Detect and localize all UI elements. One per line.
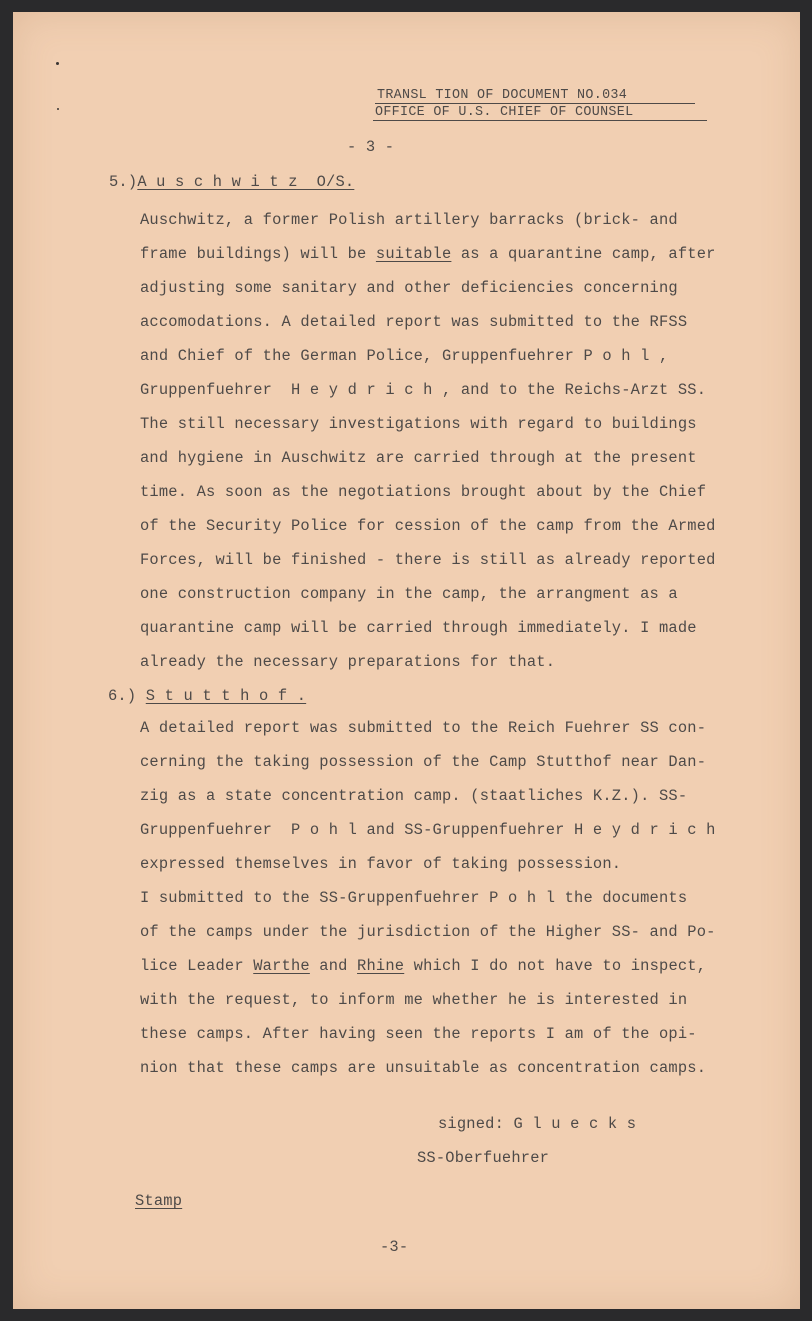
section-heading-stutthof bbox=[108, 687, 306, 705]
paragraph-line: cerning the taking possession of the Camp Stutthof near Dan- bbox=[140, 753, 707, 771]
paragraph-line: adjusting some sanitary and other deficiencies concerning bbox=[140, 279, 678, 297]
paragraph-line: lice Leader Warthe and Rhine which I do not have to inspect, bbox=[140, 957, 707, 975]
paragraph-line: of the Security Police for cession of the camp from the Armed bbox=[140, 517, 716, 535]
paragraph-line: Gruppenfuehrer P o h l and SS-Gruppenfuehrer H e y d r i c h bbox=[140, 821, 716, 839]
paragraph-line: and Chief of the German Police, Gruppenfuehrer P o h l , bbox=[140, 347, 669, 365]
paragraph-line: with the request, to inform me whether he is interested in bbox=[140, 991, 688, 1009]
stamp-label: Stamp bbox=[135, 1192, 183, 1210]
paragraph-line: Forces, will be finished - there is still as already reported bbox=[140, 551, 716, 569]
paragraph-line: zig as a state concentration camp. (staatliches K.Z.). SS- bbox=[140, 787, 688, 805]
paragraph-line: Auschwitz, a former Polish artillery barracks (brick- and bbox=[140, 211, 678, 229]
punch-hole-mark bbox=[57, 108, 59, 110]
signature-rank: SS-Oberfuehrer bbox=[417, 1149, 550, 1167]
header-office: OFFICE OF U.S. CHIEF OF COUNSEL bbox=[375, 105, 634, 120]
paragraph-line: Gruppenfuehrer H e y d r i c h , and to the Reichs-Arzt SS. bbox=[140, 381, 707, 399]
paragraph-line: time. As soon as the negotiations brought about by the Chief bbox=[140, 483, 707, 501]
paragraph-line: frame buildings) will be suitable as a quarantine camp, after bbox=[140, 245, 716, 263]
paragraph-line: quarantine camp will be carried through immediately. I made bbox=[140, 619, 697, 637]
paragraph-line: A detailed report was submitted to the Reich Fuehrer SS con- bbox=[140, 719, 707, 737]
page-marker: - 3 - bbox=[347, 138, 395, 156]
paragraph-line: of the camps under the jurisdiction of the Higher SS- and Po- bbox=[140, 923, 716, 941]
paragraph-line: and hygiene in Auschwitz are carried through at the present bbox=[140, 449, 697, 467]
paragraph-line: already the necessary preparations for that. bbox=[140, 653, 556, 671]
paragraph-line: I submitted to the SS-Gruppenfuehrer P o h l the documents bbox=[140, 889, 688, 907]
section-number: 6.) bbox=[108, 687, 137, 705]
paragraph-line: expressed themselves in favor of taking possession. bbox=[140, 855, 622, 873]
section-title: A u s c h w i t z O/S. bbox=[137, 173, 355, 191]
section-title: S t u t t h o f . bbox=[145, 687, 307, 705]
signature-line: signed: G l u e c k s bbox=[438, 1115, 637, 1133]
header-rule bbox=[373, 120, 707, 121]
section-number: 5.) bbox=[109, 173, 138, 191]
paragraph-line: The still necessary investigations with regard to buildings bbox=[140, 415, 697, 433]
underlined-word: suitable bbox=[375, 245, 452, 263]
document-page bbox=[13, 12, 800, 1309]
paragraph-line: these camps. After having seen the reports I am of the opi- bbox=[140, 1025, 697, 1043]
punch-hole-mark bbox=[56, 62, 59, 65]
paragraph-line: one construction company in the camp, the arrangment as a bbox=[140, 585, 678, 603]
underlined-word: Rhine bbox=[357, 957, 405, 975]
paragraph-line: accomodations. A detailed report was submitted to the RFSS bbox=[140, 313, 688, 331]
paragraph-line: nion that these camps are unsuitable as concentration camps. bbox=[140, 1059, 707, 1077]
footer-page-number: -3- bbox=[380, 1238, 409, 1256]
section-heading-auschwitz bbox=[109, 173, 354, 191]
underlined-word: Warthe bbox=[253, 957, 310, 975]
header-title: TRANSL TION OF DOCUMENT NO.034 bbox=[377, 88, 628, 103]
